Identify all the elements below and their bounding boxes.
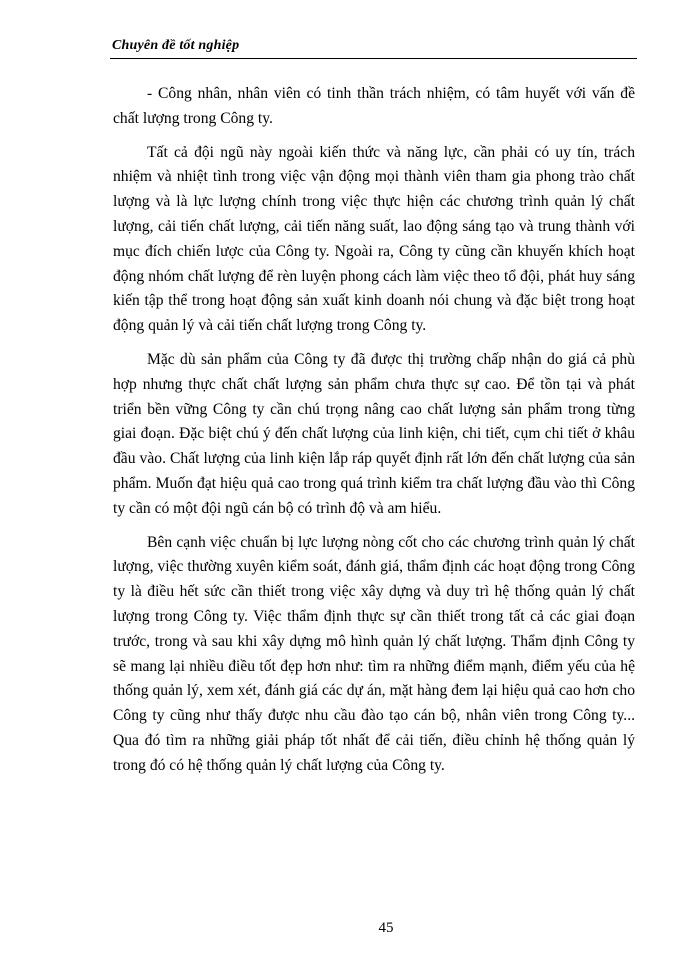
paragraph-3: Mặc dù sản phẩm của Công ty đã được thị trường chấp nhận do giá cả phù hợp nhưng thực chất chất lượng sản phẩm chưa thực sự cao. Để tồn tại và phát triển bền vững Công ty cần chú trọng nâng cao chất lượng sản phẩm trong từng giai đoạn. Đặc biệt chú ý đến chất lượng của linh kiện, chi tiết, cụm chi tiết ở khâu đầu vào. Chất lượng của linh kiện lắp ráp quyết định rất lớn đến chất lượng của sản phẩm. Muốn đạt hiệu quả cao trong quá trình kiểm tra chất lượng đầu vào thì Công ty cần có một đội ngũ cán bộ có trình độ và am hiểu. bbox=[113, 350, 635, 517]
paragraph-1: - Công nhân, nhân viên có tinh thần trách nhiệm, có tâm huyết với vấn đề chất lượng trong Công ty. bbox=[113, 85, 635, 127]
paragraph-4: Bên cạnh việc chuẩn bị lực lượng nòng cốt cho các chương trình quản lý chất lượng, việc thường xuyên kiểm soát, đánh giá, thẩm định các hoạt động trong Công ty là điều hết sức cần thiết trong việc xây dựng và duy trì hệ thống quản lý chất lượng trong Công ty. Việc thẩm định thực sự cần thiết trong tất cả các giai đoạn trước, trong và sau khi xây dựng mô hình quản lý chất lượng. Thẩm định Công ty sẽ mang lại nhiều điều tốt đẹp hơn như: tìm ra những điểm mạnh, điểm yếu của hệ thống quản lý, xem xét, đánh giá các dự án, mặt hàng đem lại hiệu quả cao hơn cho Công ty cũng như thấy được nhu cầu đào tạo cán bộ, nhân viên trong Công ty... Qua đó tìm ra những giải pháp tốt nhất để cải tiến, điều chỉnh hệ thống quản lý trong đó có hệ thống quản lý chất lượng của Công ty. bbox=[113, 533, 635, 774]
paragraph-2: Tất cả đội ngũ này ngoài kiến thức và năng lực, cần phải có uy tín, trách nhiệm và nhiệt tình trong việc vận động mọi thành viên tham gia phong trào chất lượng và là lực lượng chính trong việc thực hiện các chương trình quản lý chất lượng, cải tiến chất lượng, cải tiến năng suất, lao động sáng tạo và trung thành với mục đích chiến lược của Công ty. Ngoài ra, Công ty cũng cần khuyến khích hoạt động nhóm chất lượng để rèn luyện phong cách làm việc theo tổ đội, phát huy sáng kiến tập thể trong hoạt động sản xuất kinh doanh nói chung và đặc biệt trong hoạt động quản lý và cải tiến chất lượng trong Công ty. bbox=[113, 143, 635, 335]
page-number: 45 bbox=[378, 920, 394, 936]
document-body bbox=[113, 82, 635, 788]
header-title: Chuyên đề tốt nghiệp bbox=[112, 38, 240, 53]
page-header bbox=[110, 36, 637, 59]
